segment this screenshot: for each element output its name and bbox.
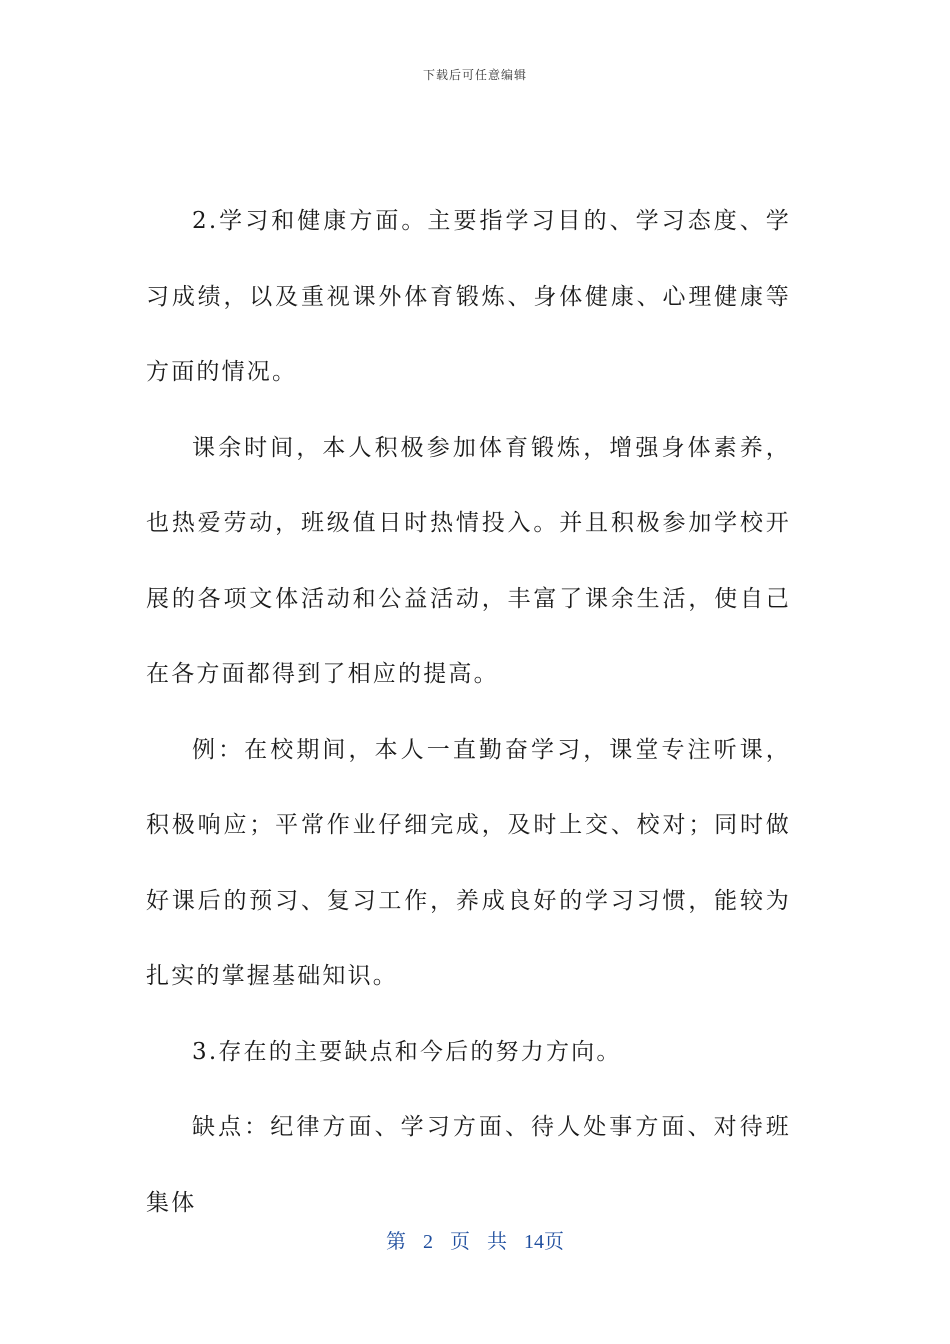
paragraph-spare-time: 课余时间，本人积极参加体育锻炼，增强身体素养，也热爱劳动，班级值日时热情投入。并且积极参加学校开展的各项文体活动和公益活动，丰富了课余生活，使自己在各方面都得到了相应的提高。 bbox=[146, 434, 791, 687]
footer-current-page: 2 bbox=[423, 1231, 433, 1253]
document-body bbox=[146, 184, 791, 1241]
page-number-footer bbox=[0, 1225, 950, 1254]
page-header: 下载后可任意编辑 bbox=[422, 68, 527, 82]
paragraph-example: 例：在校期间，本人一直勤奋学习，课堂专注听课，积极响应；平常作业仔细完成，及时上交、校对；同时做好课后的预习、复习工作，养成良好的学习习惯，能较为扎实的掌握基础知识。 bbox=[146, 736, 791, 989]
footer-total-pages: 14页 bbox=[524, 1231, 564, 1253]
paragraph-shortcomings-heading: 3.存在的主要缺点和今后的努力方向。 bbox=[192, 1038, 622, 1065]
paragraph-shortcomings: 缺点：纪律方面、学习方面、待人处事方面、对待班集体 bbox=[146, 1114, 791, 1216]
footer-label-total: 共 bbox=[487, 1231, 507, 1253]
footer-label-page: 第 bbox=[386, 1231, 406, 1253]
paragraph-study-health: 2.学习和健康方面。主要指学习目的、学习态度、学习成绩，以及重视课外体育锻炼、身体健康、心理健康等方面的情况。 bbox=[146, 208, 791, 385]
footer-label-page-unit: 页 bbox=[450, 1231, 470, 1253]
